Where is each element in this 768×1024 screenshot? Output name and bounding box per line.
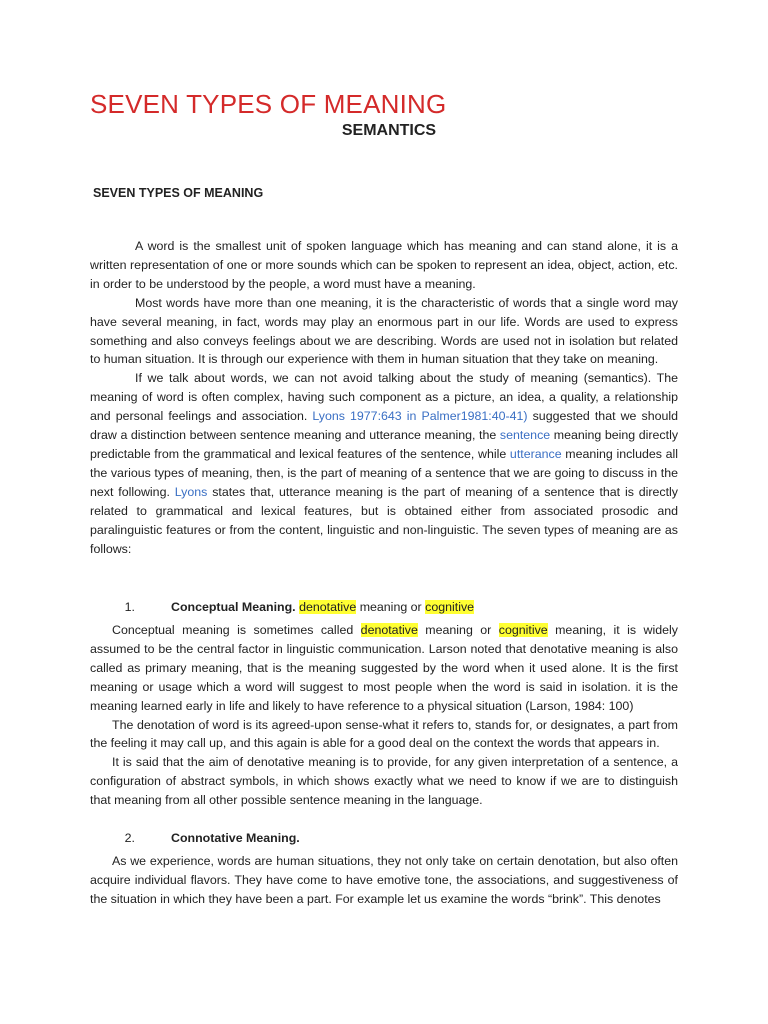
highlight-denotative: denotative: [299, 600, 357, 614]
reference-sentence[interactable]: sentence: [499, 428, 551, 443]
item-1-p1-text-a: Conceptual meaning is sometimes called: [112, 623, 361, 637]
list-item-1-number: 1.: [124, 600, 135, 614]
document-subtitle: SEMANTICS: [341, 122, 437, 139]
intro-paragraph-2: Most words have more than one meaning, it is the characteristic of words that a single word may have several meaning, in fact, words may play an enormous part in our life. Words are used to express something and also conveys feelings about we are describing. Words are used not in isolation but related to human situation. It is through our experience with them in human situation that they take on meaning.: [90, 295, 678, 367]
intro-paragraph-3: [90, 369, 678, 558]
item-2-paragraph-1: As we experience, words are human situations, they not only take on certain denotation, but also often acquire individual flavors. They have come to have emotive tone, the associations, and suggestiveness of the situation in which they have been a part. For example let us examine the words “brink”. This denotes: [90, 854, 678, 906]
intro-p3-text-c: meaning being directly predictable from the grammatical and lexical features of the sentence, while: [90, 428, 679, 461]
item-1-p1-text-c: meaning, it is widely assumed to be the central factor in linguistic communication. Larson noted that denotative meaning is also called as primary meaning, that is the meaning suggested by the word when it used alone. It is the first meaning or usage which a word will suggest to most people when the word is said in isolation. it is the meaning learned early in life and likely to have reference to a physical situation (Larson, 1984: 100): [90, 623, 678, 713]
item-1-section: [90, 621, 678, 810]
reference-utterance[interactable]: utterance: [509, 446, 562, 461]
intro-paragraph-1: A word is the smallest unit of spoken language which has meaning and can stand alone, it is a written representation of one or more sounds which can be spoken to represent an idea, object, action, etc. in order to be understood by the people, a word must have a meaning.: [90, 239, 678, 291]
list-item-2-label: Connotative Meaning.: [171, 831, 300, 845]
highlight-denotative-body: denotative: [360, 623, 418, 637]
intro-p3-text-a: If we talk about words, we can not avoid talking about the study of meaning (semantics). The meaning of word is often complex, having such component as a picture, an idea, a quality, a relationship and personal feelings and association.: [90, 371, 678, 424]
intro-p3-text-e: states that, utterance meaning is the part of meaning of a sentence that is directly related to grammatical and lexical features, but is obtained either from associated prosodic and paralinguistic features or from the content, linguistic and non-linguistic. The seven types of meaning are as follows:: [90, 484, 678, 556]
intro-p3-text-b: suggested that we should draw a distinction between sentence meaning and utterance meaning, the: [90, 409, 679, 443]
item-1-paragraph-2: The denotation of word is its agreed-upon sense-what it refers to, stands for, or designates, a part from the feeling it may call up, and this again is able for a good deal on the context the words that appears in.: [90, 717, 678, 751]
item-2-section: [90, 852, 678, 909]
list-item-2-heading: [90, 829, 300, 847]
highlight-cognitive-body: cognitive: [498, 623, 548, 637]
item-1-paragraph-3: It is said that the aim of denotative meaning is to provide, for any given interpretation of a sentence, a configuration of abstract symbols, in which shows exactly what we need to know if we are to distinguish that meaning from all other possible sentence meaning in the language.: [90, 755, 678, 808]
intro-p3-text-d: meaning includes all the various types of meaning, then, is the part of meaning of a sentence that we are going to discuss in the next following.: [90, 446, 679, 499]
list-item-1-mid: meaning or: [356, 600, 426, 614]
list-item-2-number: 2.: [124, 831, 135, 845]
document-title: SEVEN TYPES OF MEANING: [90, 89, 447, 119]
reference-lyons[interactable]: Lyons: [174, 484, 208, 499]
highlight-cognitive: cognitive: [425, 600, 475, 614]
reference-lyons-palmer[interactable]: Lyons 1977:643 in Palmer1981:40-41): [312, 409, 528, 424]
list-item-1-heading: [90, 598, 474, 616]
item-1-paragraph-1: [90, 621, 678, 716]
item-1-p1-text-b: meaning or: [417, 623, 499, 637]
intro-section: [90, 237, 678, 558]
section-heading: SEVEN TYPES OF MEANING: [93, 186, 264, 200]
list-item-1-label: Conceptual Meaning.: [171, 600, 296, 614]
